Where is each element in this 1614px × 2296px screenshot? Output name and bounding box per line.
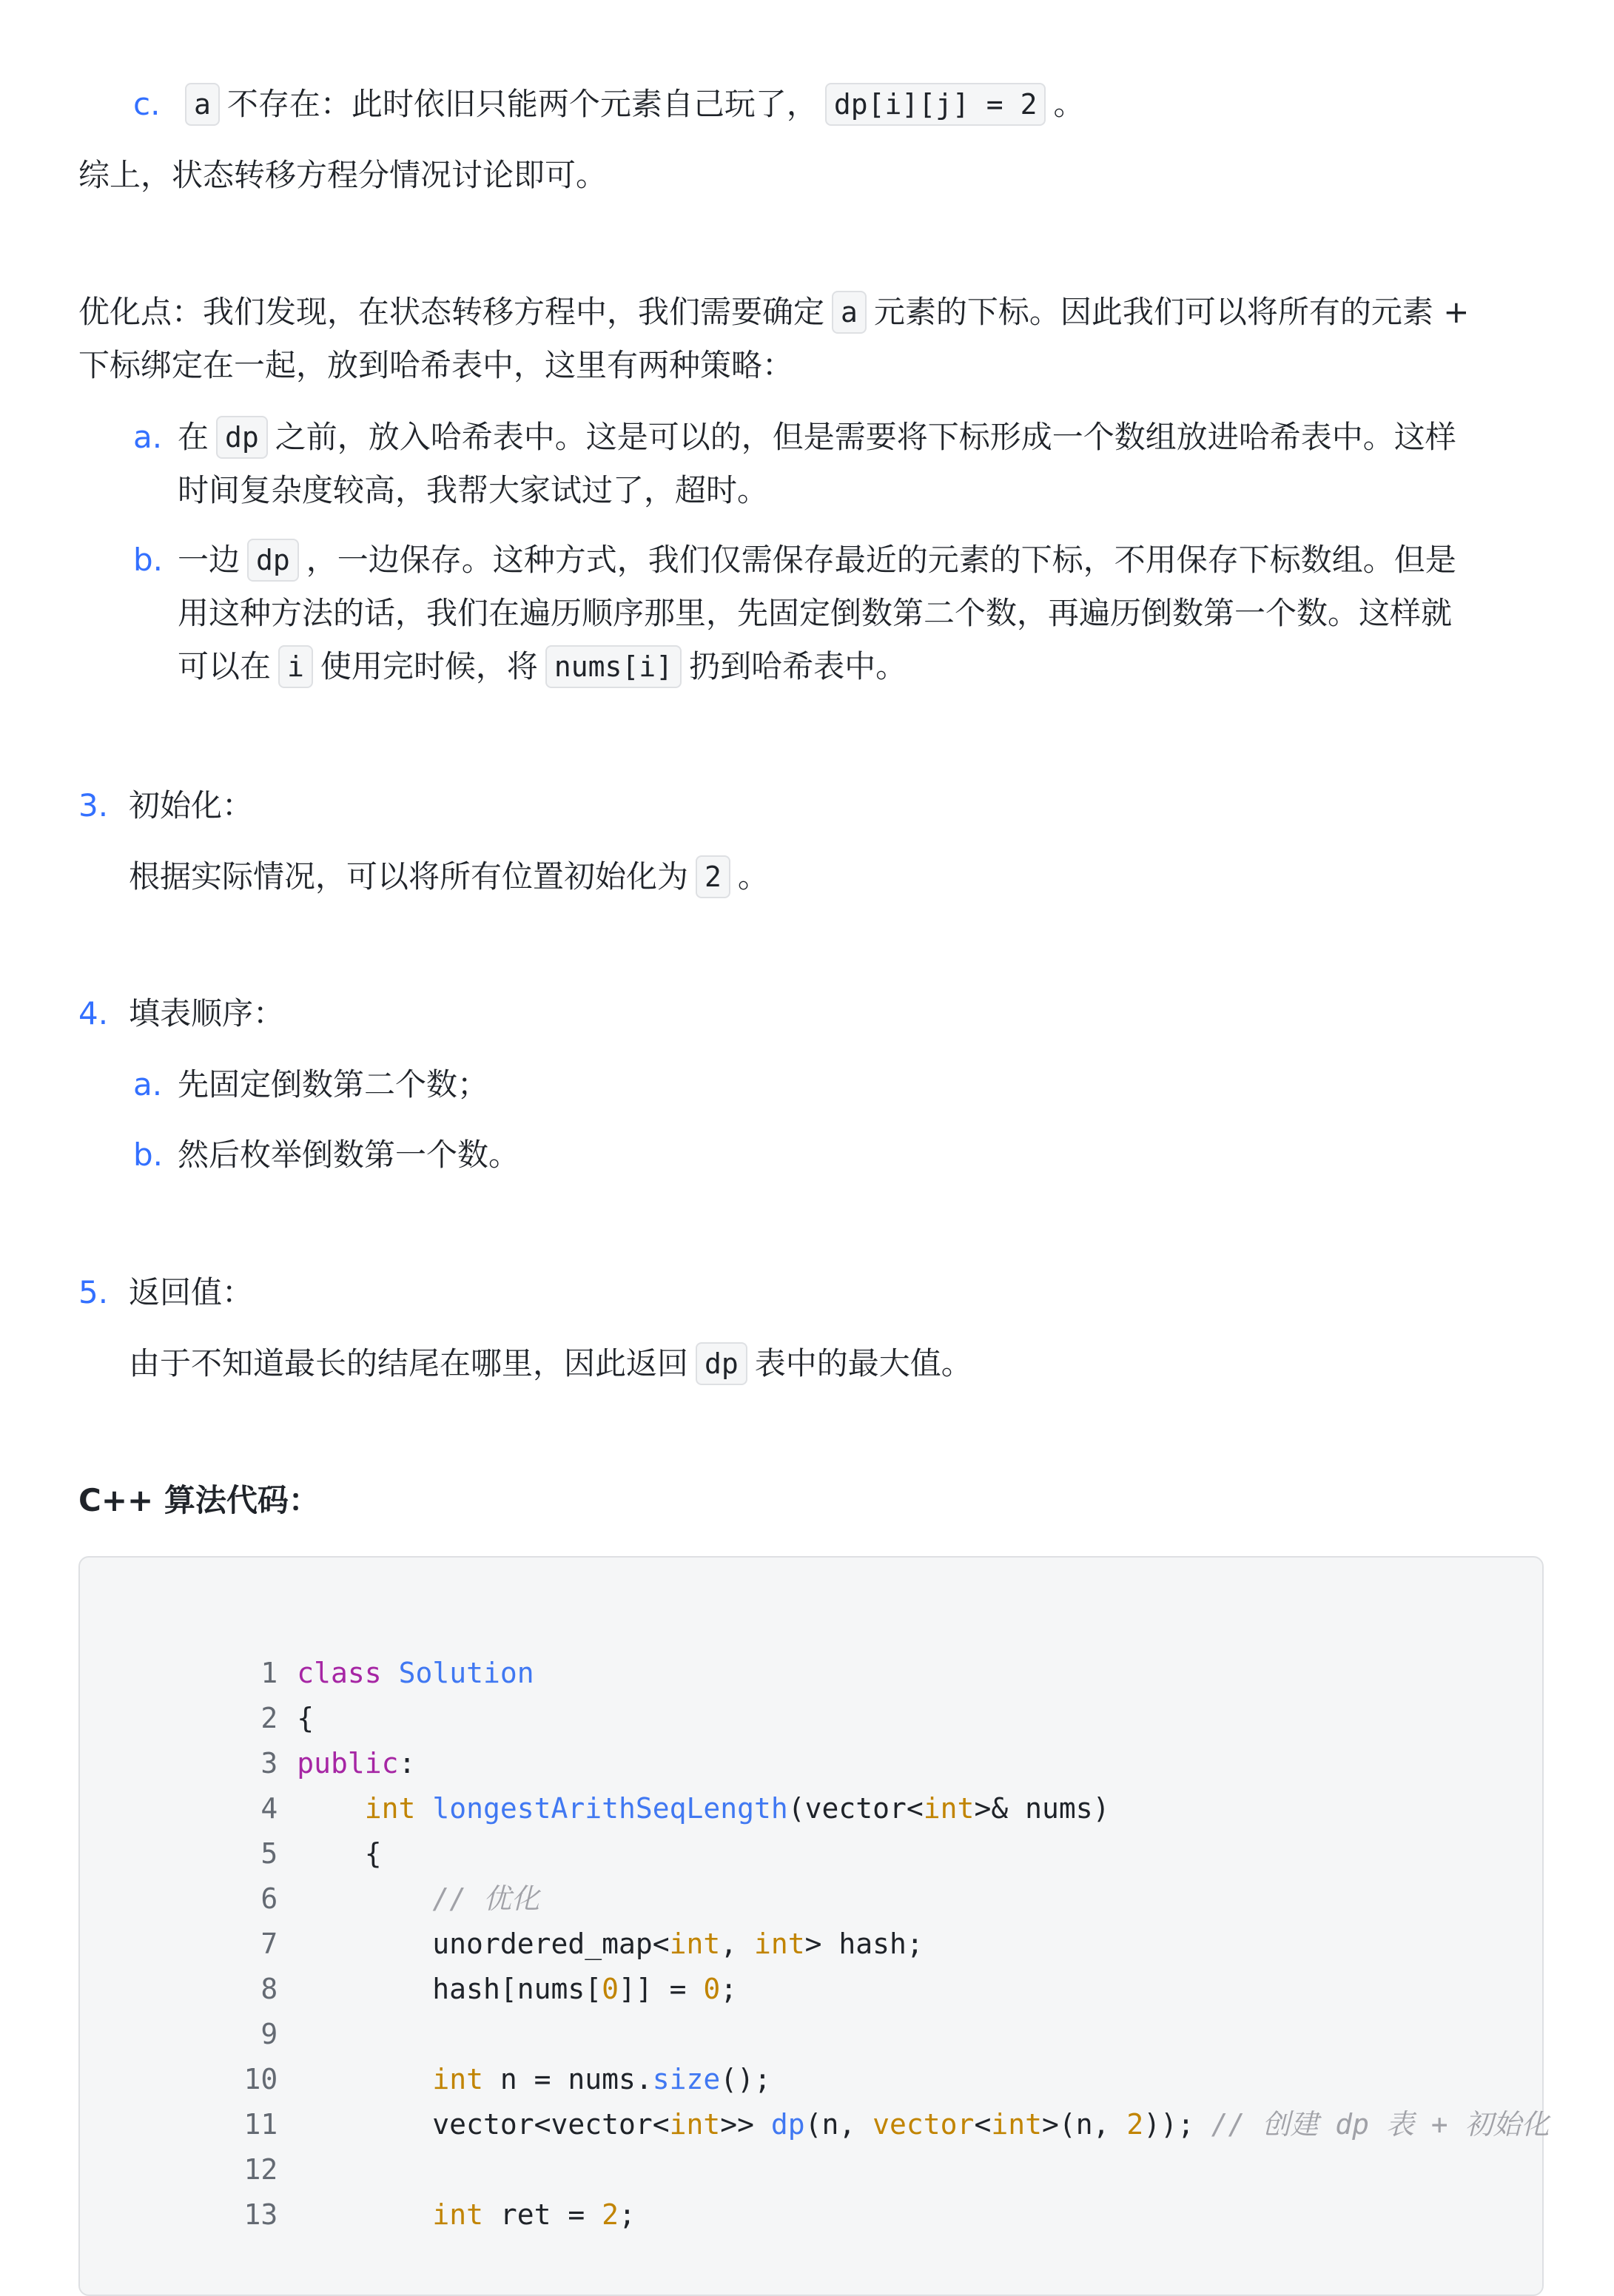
- line-number: 7: [260, 1928, 278, 1960]
- code-line: [80, 1741, 1110, 1825]
- inline-code: dp[i][j] = 2: [825, 83, 1046, 126]
- code-token: ]] =: [618, 1973, 704, 2005]
- code-token: [382, 1657, 399, 1689]
- inline-code: dp: [247, 539, 299, 582]
- inline-code: i: [278, 645, 313, 688]
- code-token: >(n,: [1041, 2108, 1127, 2141]
- section-title: 初始化：: [129, 787, 254, 824]
- code-token: (n,: [804, 2108, 873, 2141]
- code-line: [80, 1967, 297, 2050]
- code-token: int: [754, 1928, 805, 1960]
- code-comment: // 优化: [432, 1882, 539, 1915]
- inline-code: a: [832, 291, 867, 334]
- strategy-a-line-2: 时间复杂度较高，我帮大家试过了，超时。: [178, 472, 769, 508]
- strategy-b-line-2: 用这种方法的话，我们在遍历顺序那里，先固定倒数第二个数，再遍历倒数第一个数。这样就: [178, 595, 1453, 631]
- strategy-b-line-3: [178, 640, 907, 693]
- code-token: [415, 1792, 432, 1825]
- list-marker: a.: [133, 419, 163, 455]
- code-token: {: [297, 1837, 382, 1870]
- code-line: [80, 1651, 315, 1734]
- section-title: 填表顺序：: [129, 995, 285, 1031]
- list-marker: 4.: [78, 995, 109, 1031]
- code-token: n = nums.: [482, 2063, 653, 2095]
- line-number: 2: [260, 1702, 278, 1734]
- text: 然后枚举倒数第一个数。: [178, 1137, 520, 1173]
- section-5-heading: [78, 1266, 253, 1319]
- section-title: 返回值：: [129, 1274, 254, 1310]
- section-4-item-b: [133, 1128, 519, 1182]
- line-number: 4: [260, 1792, 278, 1825]
- text: 可以在: [178, 648, 272, 684]
- code-token: ,: [720, 1928, 755, 1960]
- code-token: 0: [703, 1973, 721, 2005]
- code-token: int: [432, 2063, 483, 2095]
- section-3-heading: [78, 779, 253, 832]
- section-4-item-a: [133, 1058, 488, 1111]
- text: 之前，放入哈希表中。这是可以的，但是需要将下标形成一个数组放进哈希表中。这样: [275, 419, 1456, 455]
- code-token: int: [923, 1792, 975, 1825]
- code-token: int: [669, 2108, 721, 2141]
- code-token: <: [974, 2108, 992, 2141]
- list-marker: b.: [133, 542, 164, 578]
- code-token: [297, 2198, 432, 2231]
- code-token: >>: [720, 2108, 771, 2141]
- code-token: ;: [720, 1973, 738, 2005]
- code-token: Solution: [398, 1657, 534, 1689]
- text: 表中的最大值。: [754, 1345, 972, 1381]
- inline-code: a: [185, 83, 220, 126]
- code-token: (vector<: [787, 1792, 924, 1825]
- code-line: [80, 1831, 539, 1915]
- line-number: 10: [243, 2063, 278, 2095]
- code-token: ret =: [482, 2198, 602, 2231]
- inline-code: dp: [696, 1342, 747, 1385]
- text: 根据实际情况，可以将所有位置初始化为: [129, 858, 689, 895]
- text: 优化点：我们发现，在状态转移方程中，我们需要确定: [78, 294, 825, 330]
- code-line: [80, 1922, 738, 2005]
- inline-code: nums[i]: [545, 645, 682, 688]
- text: 元素的下标。因此我们可以将所有的元素 +: [873, 294, 1470, 330]
- code-token: hash[nums[: [297, 1973, 602, 2005]
- list-marker: 3.: [78, 787, 109, 824]
- code-token: dp: [770, 2108, 805, 2141]
- code-token: ();: [720, 2063, 771, 2095]
- code-token: ;: [619, 2198, 636, 2231]
- code-token: > hash;: [804, 1928, 924, 1960]
- line-number: 1: [260, 1657, 278, 1689]
- code-token: size: [652, 2063, 721, 2095]
- code-line: [80, 2057, 1550, 2141]
- text: 。: [737, 858, 769, 895]
- code-line: [80, 1876, 924, 1960]
- code-token: >& nums): [974, 1792, 1110, 1825]
- code-token: 0: [602, 1973, 619, 2005]
- code-token: unordered_map<: [297, 1928, 670, 1960]
- line-number: 12: [243, 2153, 278, 2186]
- code-token: int: [669, 1928, 721, 1960]
- code-token: class: [297, 1657, 382, 1689]
- line-number: 9: [260, 2018, 278, 2050]
- summary-paragraph: 综上，状态转移方程分情况讨论即可。: [78, 157, 608, 193]
- optimization-paragraph-line-2: 下标绑定在一起，放到哈希表中，这里有两种策略：: [78, 347, 794, 383]
- code-token: 2: [602, 2198, 619, 2231]
- code-comment: // 创建 dp 表 + 初始化: [1211, 2108, 1550, 2141]
- strategy-a-line-1: [133, 411, 1456, 464]
- line-number: 13: [243, 2198, 278, 2231]
- code-token: int: [432, 2198, 483, 2231]
- code-token: ));: [1143, 2108, 1211, 2141]
- line-number: 8: [260, 1973, 278, 2005]
- code-token: {: [297, 1702, 315, 1734]
- optimization-paragraph-line-1: [78, 286, 1469, 339]
- strategy-b-line-1: [133, 533, 1456, 587]
- text: 。: [1053, 86, 1085, 122]
- code-token: longestArithSeqLength: [432, 1792, 788, 1825]
- code-heading: C++ 算法代码：: [78, 1482, 320, 1518]
- code-block[interactable]: [78, 1556, 1550, 2296]
- code-line: [80, 2012, 771, 2095]
- text: 在: [178, 419, 209, 455]
- line-number: 3: [260, 1747, 278, 1780]
- text: 扔到哈希表中。: [689, 648, 907, 684]
- section-4-heading: [78, 987, 284, 1040]
- list-marker: a.: [133, 1066, 163, 1102]
- code-line: [80, 1696, 416, 1780]
- code-token: int: [991, 2108, 1042, 2141]
- list-marker: b.: [133, 1137, 164, 1173]
- code-token: vector: [872, 2108, 975, 2141]
- section-3-body: [129, 850, 769, 903]
- text: 不存在：此时依旧只能两个元素自己玩了，: [226, 86, 818, 122]
- code-line: [80, 2147, 636, 2231]
- inline-code: 2: [696, 855, 730, 898]
- section-5-body: [129, 1337, 972, 1390]
- code-token: vector<vector<: [297, 2108, 670, 2141]
- code-token: int: [364, 1792, 416, 1825]
- list-marker: 5.: [78, 1274, 109, 1310]
- text: 使用完时候，将: [320, 648, 538, 684]
- line-number: 5: [260, 1837, 278, 1870]
- code-line: [80, 1786, 382, 1870]
- text: 一边: [178, 542, 241, 578]
- code-token: 2: [1126, 2108, 1144, 2141]
- line-number: 11: [243, 2108, 278, 2141]
- text: ，一边保存。这种方式，我们仅需保存最近的元素的下标，不用保存下标数组。但是: [306, 542, 1456, 578]
- inline-code: dp: [216, 416, 268, 459]
- line-number: 6: [260, 1882, 278, 1915]
- code-token: public: [297, 1747, 399, 1780]
- list-marker: c.: [133, 86, 161, 122]
- text: 先固定倒数第二个数；: [178, 1066, 489, 1102]
- text: 由于不知道最长的结尾在哪里，因此返回: [129, 1345, 689, 1381]
- code-line: [80, 1606, 534, 1689]
- code-line: [80, 2102, 297, 2186]
- list-item-c: [133, 78, 1084, 131]
- code-token: :: [398, 1747, 416, 1780]
